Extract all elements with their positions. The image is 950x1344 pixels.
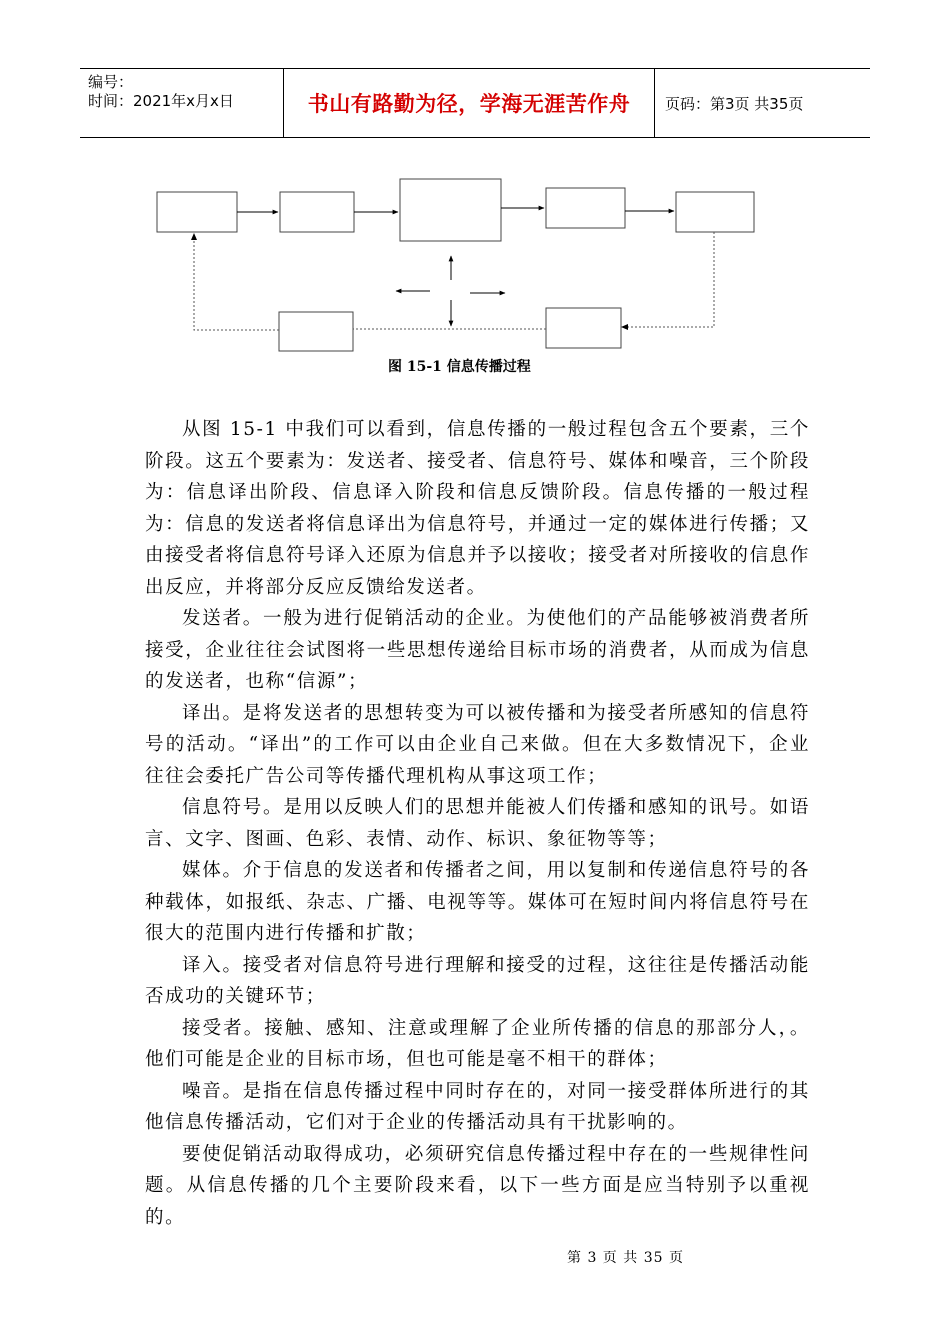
paragraph: 从图 15-1 中我们可以看到，信息传播的一般过程包含五个要素，三个阶段。这五个要素为：发送者、接受者、信息符号、媒体和噪音，三个阶段为：信息译出阶段、信息译入阶段和信息反馈阶段。信息传播的一般过程为：信息的发送者将信息译出为信息符号，并通过一定的媒体进行传播；又由接受者将信息符号译入还原为信息并予以接收；接受者对所接收的信息作出反应，并将部分反应反馈给发送者。 (145, 419, 810, 598)
diagram-box (400, 179, 501, 241)
diagram-box (546, 308, 621, 348)
diagram-arrowhead (621, 324, 628, 330)
paragraph: 译入。接受者对信息符号进行理解和接受的过程，这往往是传播活动能否成功的关键环节； (145, 954, 810, 1007)
date-line: 时间：2021年x月x日 (88, 92, 234, 110)
paragraph: 发送者。一般为进行促销活动的企业。为使他们的产品能够被消费者所接受，企业往往会试图将一些思想传递给目标市场的消费者，从而成为信息的发送者，也称“信源”； (145, 608, 810, 692)
diagram-box (157, 192, 237, 232)
number-label: 编号： (88, 73, 134, 91)
diagram-box (280, 192, 354, 232)
diagram-box (546, 188, 625, 228)
paragraph: 要使促销活动取得成功，必须研究信息传播过程中存在的一些规律性问题。从信息传播的几个主要阶段来看，以下一些方面是应当特别予以重视的。 (145, 1143, 810, 1228)
process-diagram (0, 0, 950, 360)
diagram-box (676, 192, 754, 232)
diagram-arrowhead (191, 233, 197, 240)
diagram-box (279, 312, 353, 351)
paragraph: 接受者。接触、感知、注意或理解了企业所传播的信息的那部分人，。他们可能是企业的目标市场，但也可能是毫不相干的群体； (145, 1017, 810, 1070)
page-info-text: 页码：第3页 共35页 (665, 94, 804, 113)
paragraph: 译出。是将发送者的思想转变为可以被传播和为接受者所感知的信息符号的活动。“译出”的工作可以由企业自己来做。但在大多数情况下，企业往往会委托广告公司等传播代理机构从事这项工作； (145, 702, 810, 787)
motto-text: 书山有路勤为径，学海无涯苦作舟 (307, 92, 631, 116)
feedback-line (194, 234, 279, 330)
paragraph: 媒体。介于信息的发送者和传播者之间，用以复制和传递信息符号的各种载体，如报纸、杂志、广播、电视等等。媒体可在短时间内将信息符号在很大的范围内进行传播和扩散； (145, 860, 810, 944)
figure-caption: 图 15-1 信息传播过程 (388, 359, 531, 375)
body-text (145, 414, 810, 1233)
feedback-line (624, 232, 714, 327)
paragraph: 噪音。是指在信息传播过程中同时存在的，对同一接受群体所进行的其他信息传播活动，它们对于企业的传播活动具有干扰影响的。 (145, 1080, 810, 1133)
paragraph: 信息符号。是用以反映人们的思想并能被人们传播和感知的讯号。如语言、文字、图画、色彩、表情、动作、标识、象征物等等； (145, 797, 810, 850)
page-footer: 第 3 页 共 35 页 (567, 1250, 684, 1266)
